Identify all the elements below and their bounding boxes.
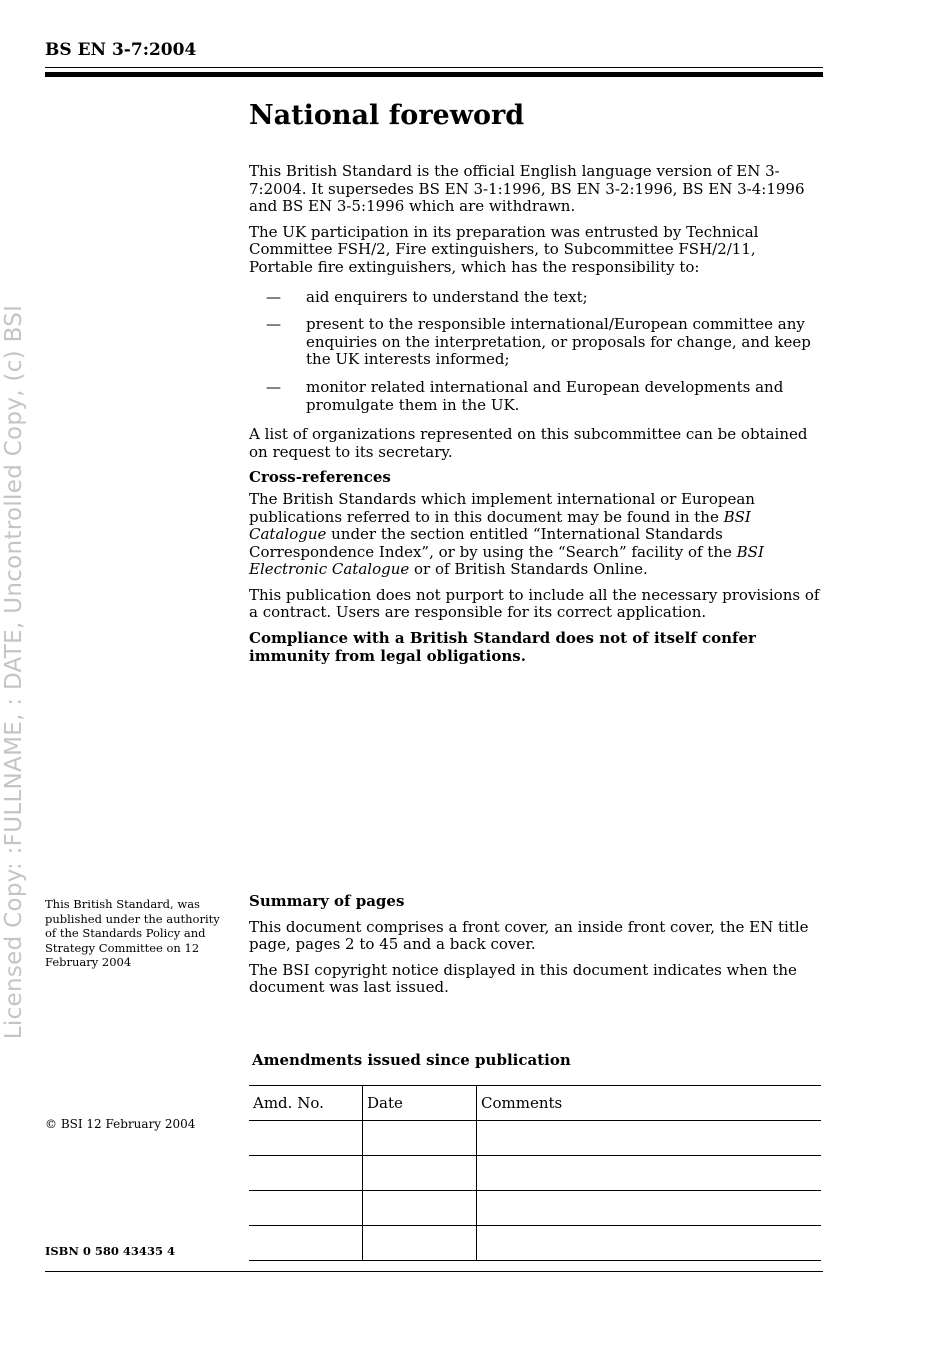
intro-paragraph: This British Standard is the official English language version of EN 3-7:2004. It supersedes BS EN 3-1:1996, BS EN 3-2:1996, BS EN 3-4:1996 and BS EN 3-5:1996 which are withdrawn. (249, 162, 805, 216)
summary-of-pages (249, 893, 823, 1005)
bsi-catalogue-title: BSI Catalogue (249, 507, 751, 544)
summary-paragraph: This document comprises a front cover, an inside front cover, the EN title page, pages 2 to 45 and a back cover. (249, 917, 809, 954)
copyright-line: © BSI 12 February 2004 (45, 1117, 196, 1131)
header-rule-thin (45, 67, 823, 68)
column-header-comments: Comments (477, 1086, 822, 1121)
list-item-text: present to the responsible international/European committee any enquiries on the interpretation, or proposals for change, and keep the UK interests informed; (306, 315, 811, 369)
foreword-body (249, 163, 823, 673)
isbn: ISBN 0 580 43435 4 (45, 1244, 175, 1258)
crossref-text: or of British Standards Online. (409, 560, 648, 579)
organizations-paragraph: A list of organizations represented on this subcommittee can be obtained on request to its secretary. (249, 425, 808, 461)
crossref-text: under the section entitled “International Standards Correspondence Index”, or by using the “Search” facility of the (249, 525, 737, 561)
header-rule-thick (45, 72, 823, 77)
dash-bullet: — (266, 377, 281, 396)
summary-heading: Summary of pages (249, 892, 405, 910)
column-header-amd-no: Amd. No. (249, 1086, 363, 1121)
bsi-electronic-catalogue-title: BSI Electronic Catalogue (249, 542, 764, 579)
amendments-table (249, 1085, 821, 1261)
list-item (249, 379, 823, 414)
authority-note: This British Standard, was published under the authority of the Standards Policy and Strategy Committee on 12 February 2004 (45, 897, 220, 970)
crossref-text: The British Standards which implement international or European publications referred to in this document may be found in the (249, 489, 755, 526)
footer-rule (45, 1271, 823, 1272)
compliance-statement: Compliance with a British Standard does not of itself confer immunity from legal obligations. (249, 629, 756, 665)
page-title: National foreword (249, 100, 525, 131)
list-item (249, 316, 823, 369)
dash-bullet: — (266, 315, 281, 334)
crossref-paragraph (249, 491, 823, 579)
amendments-heading: Amendments issued since publication (252, 1051, 571, 1069)
provisions-paragraph: This publication does not purport to include all the necessary provisions of a contract. Users are responsible for its correct application. (249, 585, 820, 622)
crossref-heading: Cross-references (249, 468, 391, 487)
list-item-text: monitor related international and European developments and promulgate them in the UK. (306, 377, 784, 414)
table-row (249, 1191, 821, 1226)
list-item (249, 289, 823, 307)
table-row (249, 1226, 821, 1261)
participation-paragraph: The UK participation in its preparation was entrusted by Technical Committee FSH/2, Fire extinguishers, to Subcommittee FSH/2/11, Portable fire extinguishers, which has the responsibility to: (249, 222, 759, 276)
table-header-row (249, 1086, 821, 1121)
table-row (249, 1156, 821, 1191)
dash-bullet: — (266, 287, 281, 306)
responsibility-list (249, 289, 823, 415)
column-header-date: Date (363, 1086, 477, 1121)
table-row (249, 1121, 821, 1156)
copyright-notice-paragraph: The BSI copyright notice displayed in this document indicates when the document was last issued. (249, 960, 797, 997)
license-watermark-text: Licensed Copy: :FULLNAME, : DATE, Uncontrolled Copy, (c) BSI (1, 304, 27, 1040)
list-item-text: aid enquirers to understand the text; (306, 287, 588, 306)
document-id: BS EN 3-7:2004 (45, 40, 197, 60)
